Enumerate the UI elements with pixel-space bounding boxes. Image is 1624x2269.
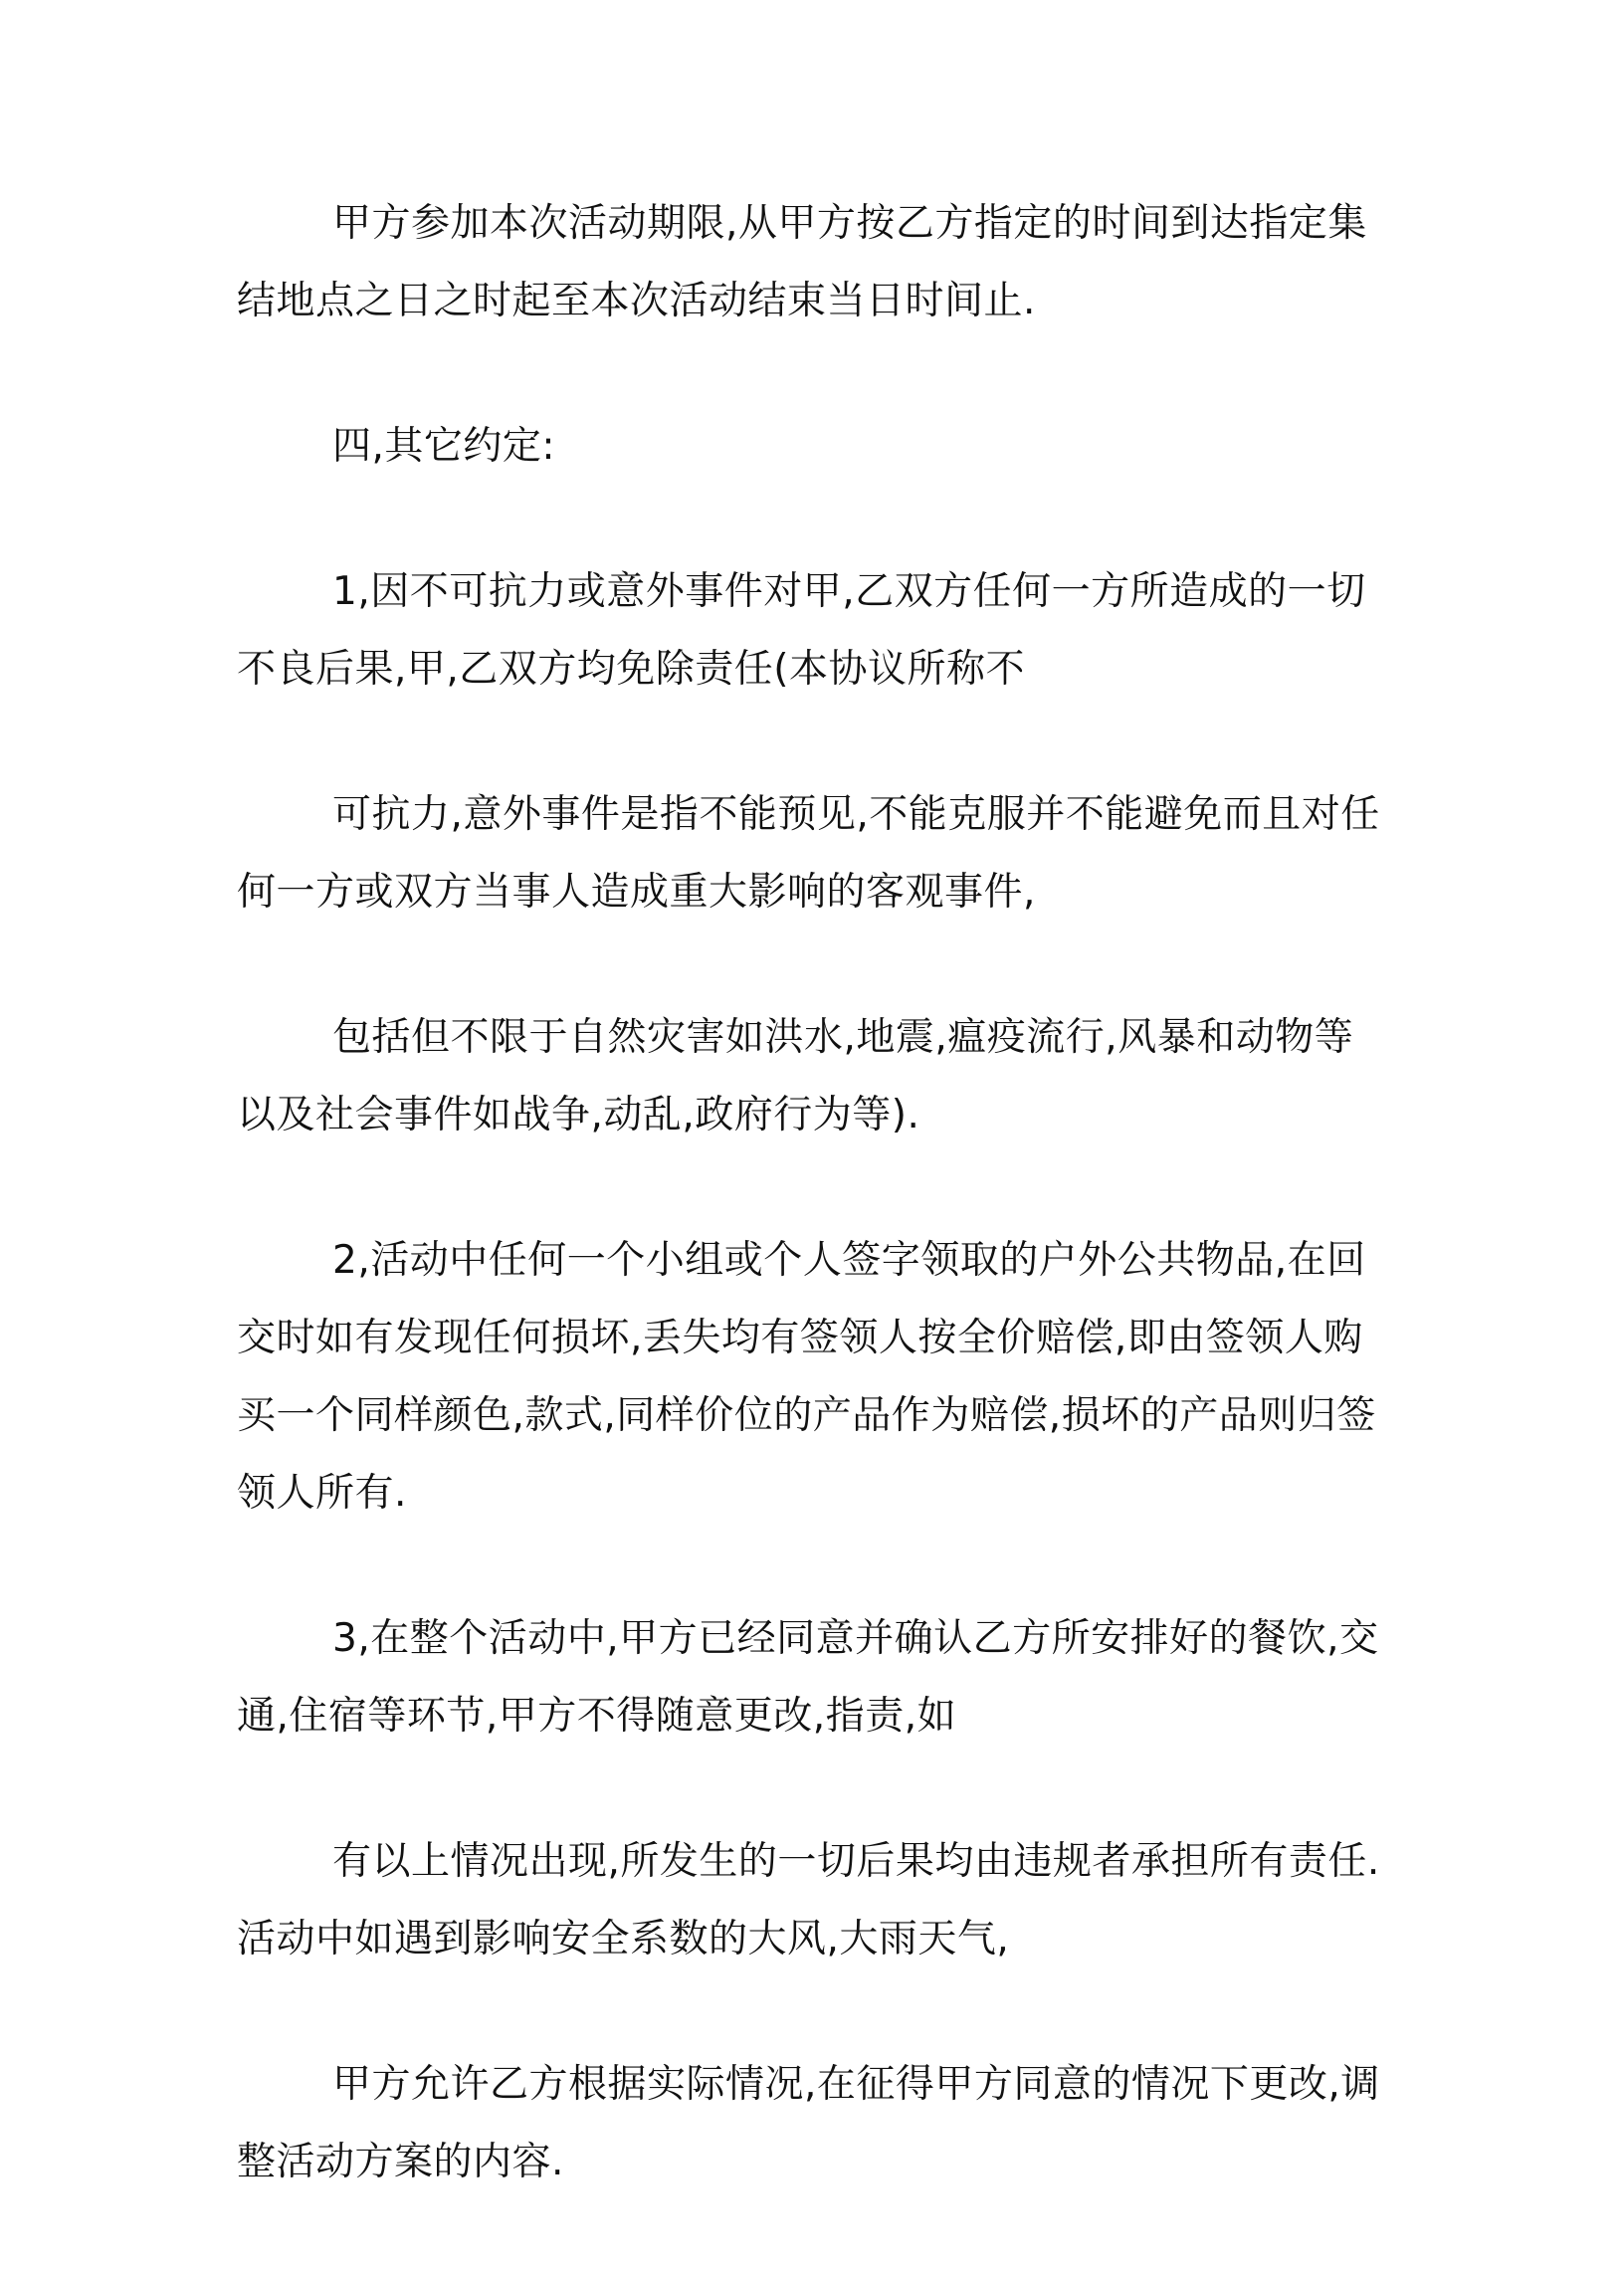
section-heading-other-agreements: 四,其它约定: <box>332 424 556 469</box>
paragraph-force-majeure: 1,因不可抗力或意外事件对甲,乙双方任何一方所造成的一切不良后果,甲,乙双方均免除责任(本协议所称不 <box>237 569 1366 692</box>
paragraph-force-majeure-definition: 可抗力,意外事件是指不能预见,不能克服并不能避免而且对任何一方或双方当事人造成重大影响的客观事件, <box>237 792 1380 915</box>
paragraph-force-majeure-examples: 包括但不限于自然灾害如洪水,地震,瘟疫流行,风暴和动物等以及社会事件如战争,动乱,政府行为等). <box>237 1015 1354 1137</box>
document-body <box>237 185 1391 2269</box>
paragraph-liability-weather: 有以上情况出现,所发生的一切后果均由违规者承担所有责任.活动中如遇到影响安全系数的大风,大雨天气, <box>237 1839 1380 1961</box>
paragraph-plan-adjustment: 甲方允许乙方根据实际情况,在征得甲方同意的情况下更改,调整活动方案的内容. <box>237 2062 1380 2184</box>
paragraph-period: 甲方参加本次活动期限,从甲方按乙方指定的时间到达指定集结地点之日之时起至本次活动结束当日时间止. <box>237 201 1367 323</box>
paragraph-equipment-compensation: 2,活动中任何一个小组或个人签字领取的户外公共物品,在回交时如有发现任何损坏,丢失均有签领人按全价赔偿,即由签领人购买一个同样颜色,款式,同样价位的产品作为赔偿,损坏的产品则归签领人所有. <box>237 1238 1376 1516</box>
paragraph-arrangements: 3,在整个活动中,甲方已经同意并确认乙方所安排好的餐饮,交通,住宿等环节,甲方不得随意更改,指责,如 <box>237 1616 1379 1739</box>
